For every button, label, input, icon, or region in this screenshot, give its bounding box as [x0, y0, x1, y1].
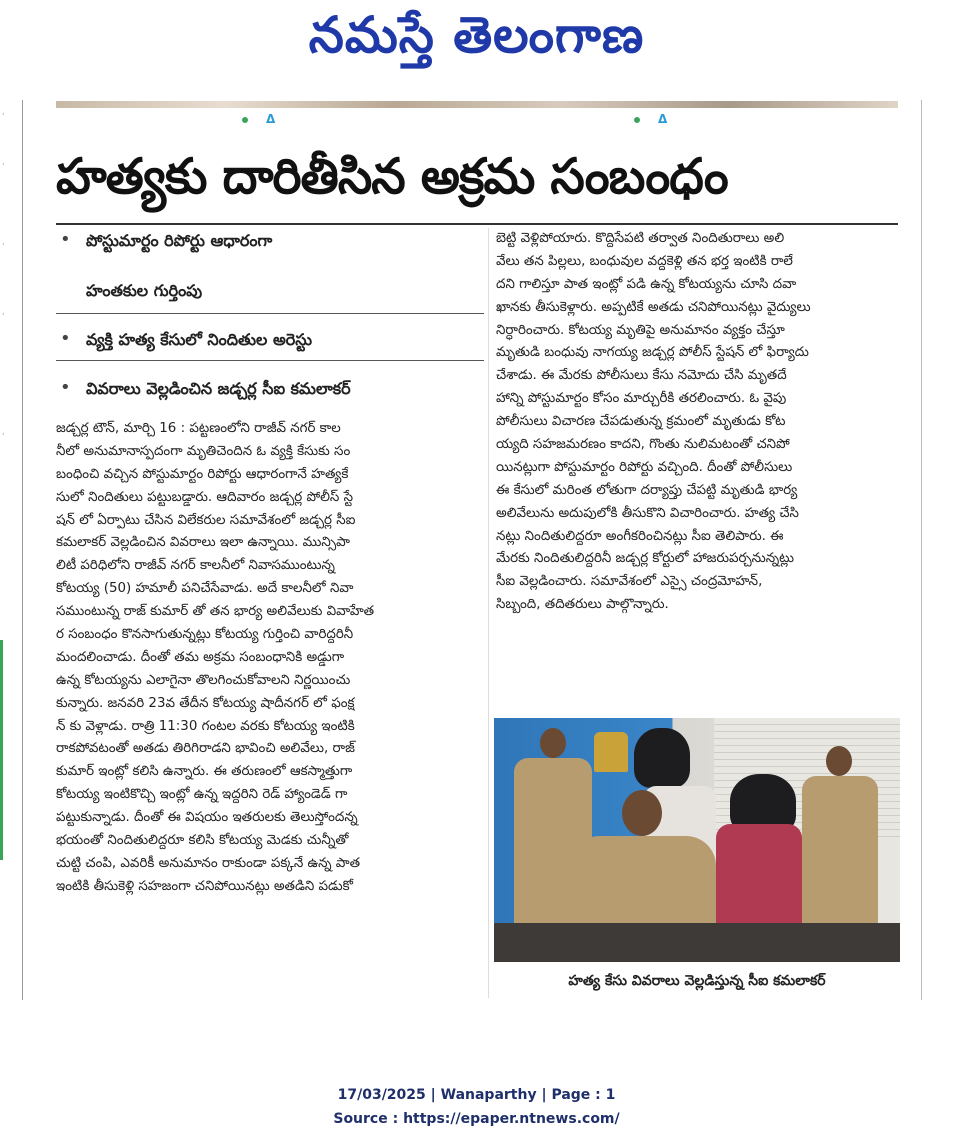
right-margin-rule	[921, 100, 922, 1000]
body-line: మృతుడి బంధువు నాగయ్య జడ్చర్ల పోలీస్ స్టేషన్ లో ఫిర్యాదు	[496, 345, 809, 361]
person-head	[826, 746, 852, 776]
body-line: యినట్లుగా పోస్టుమార్టం రిపోర్టు వచ్చింది. దీంతో పోలీసులు	[496, 459, 793, 475]
body-line: జడ్చర్ల టౌన్, మార్చి 16 : పట్టణంలోని రాజీవ్ నగర్ కాల	[56, 421, 341, 436]
body-line: సిబ్బంది, తదితరులు పాల్గొన్నారు.	[496, 597, 669, 613]
bullet-marker: •	[60, 229, 71, 250]
body-line: బంధించి వచ్చిన పోస్టుమార్టం రిపోర్టు ఆధారంగానే హత్యకే	[56, 466, 349, 482]
bullet-rule	[56, 360, 484, 361]
bullet-point-2: వ్యక్తి హత్య కేసులో నిందితుల అరెస్టు	[86, 330, 312, 349]
footer-date-edition: 17/03/2025 | Wanaparthy | Page : 1	[337, 1087, 616, 1103]
police-emblem-icon	[594, 732, 628, 772]
decor-mark-right: ᐃ	[658, 112, 668, 126]
standing-officer-right	[802, 776, 878, 923]
column-divider	[488, 228, 489, 998]
body-line: భయంతో నిందితులిద్దరూ కలిసి కోటయ్య మెడకు చున్నీతో	[56, 833, 349, 849]
body-line: మందలించాడు. దీంతో తమ అక్రమ సంబంధానికి అడ్డుగా	[56, 649, 345, 665]
bullet-rule	[56, 313, 484, 314]
body-line: సముంటున్న రాజ్ కుమార్ తో తన భార్య అలివేలుకు వివాహేత	[56, 604, 375, 620]
adjacent-page-green-bar	[0, 640, 3, 860]
body-line: ర సంబంధం కొనసాగుతున్నట్లు కోటయ్య గుర్తించి వారిద్దరినీ	[56, 627, 354, 643]
body-line: అలివేలును అదుపులోకి తీసుకొని విచారించారు. హత్య చేసి	[496, 505, 799, 521]
body-line: కుమార్ ఇంట్లో కలిసి ఉన్నారు. ఈ తరుణంలో ఆకస్మాత్తుగా	[56, 764, 353, 780]
body-line: బెట్టి వెళ్లిపోయారు. కొద్దిసేపటి తర్వాత నిందితురాలు అలి	[496, 231, 785, 246]
body-line: చేశాడు. ఈ మేరకు పోలీసులు కేసు నమోదు చేసి మృతదే	[496, 368, 787, 384]
decor-dot-right	[634, 117, 640, 123]
body-line: ఉన్న కోటయ్యను ఎలాగైనా తొలగించుకోవాలని నిర్ణయించు	[56, 672, 351, 688]
bullet-point-3: వివరాలు వెల్లడించిన జడ్చర్ల సీఐ కమలాకర్	[86, 379, 351, 398]
body-line: లిటీ పరిధిలోని రాజీవ్ నగర్ కాలనీలో నివాసముంటున్న	[56, 558, 335, 574]
body-line: కున్నారు. జనవరి 23వ తేదీన కోటయ్య షాదీనగర్ లో ఫంక్ష	[56, 695, 355, 711]
masthead-title: నమస్తే తెలంగాణ	[308, 6, 645, 64]
body-line: ఈ కేసులో మరింత లోతుగా దర్యాప్తు చేపట్టి మృతుడి భార్య	[496, 482, 798, 498]
decor-mark-left: ᐃ	[266, 112, 276, 126]
body-line: రాకపోవటంతో అతడు తిరిగిరాడని భావించి అలివేలు, రాజ్	[56, 741, 355, 757]
body-line: నీలో అనుమానాస్పదంగా మృతిచెందిన ఓ వ్యక్తి కేసుకు సం	[56, 443, 351, 459]
body-line: సులో నిందితులు పట్టుబడ్డారు. ఆదివారం జడ్చర్ల పోలీస్ స్టే	[56, 489, 353, 505]
body-line: య్యది సహజమరణం కాదని, గొంతు నులిమటంతో చనిపో	[496, 437, 790, 453]
body-line: నిర్ధారించారు. కోటయ్య మృతిపై అనుమానం వ్యక్తం చేస్తూ	[496, 322, 785, 338]
article-body-right-column	[496, 228, 906, 617]
article-photo	[494, 718, 900, 962]
body-line: దని గాలిస్తూ పాత ఇంట్లో పడి ఉన్న కోటయ్యను చూసి దవా	[496, 276, 797, 292]
article-headline: హత్యకు దారితీసిన అక్రమ సంబంధం	[56, 148, 728, 205]
bullet-marker: •	[60, 377, 71, 398]
body-line: పోలీసులు విచారణ చేపడుతున్న క్రమంలో మృతుడు కోట	[496, 414, 786, 430]
accused-2-body	[716, 824, 802, 923]
body-line: ఇంటికి తీసుకెళ్లి సహజంగా చనిపోయినట్లు అతడిని పడుకో	[56, 878, 353, 894]
bullet-point-1: పోస్టుమార్టం రిపోర్టు ఆధారంగా	[86, 231, 273, 250]
body-line: న్ కు వెళ్లాడు. రాత్రి 11:30 గంటల వరకు కోటయ్య ఇంటికి	[56, 718, 355, 734]
body-line: వేలు తన పిల్లలు, బంధువుల వద్దకెళ్లి తన భర్త ఇంటికి రాలే	[496, 253, 793, 269]
bullet-marker: •	[60, 328, 71, 349]
decor-dot-left	[242, 117, 248, 123]
article-body-left-column	[56, 418, 476, 899]
header-photo-strip	[56, 101, 898, 108]
seated-officer-ci	[570, 836, 716, 936]
adjacent-page-edge: · · · · ·	[2, 110, 5, 439]
body-line: సీఐ వెల్లడించారు. సమావేశంలో ఎస్సై చంద్రమోహన్,	[496, 574, 763, 590]
bullet-point-1-cont: హంతకుల గుర్తింపు	[86, 281, 203, 300]
photo-caption: హత్య కేసు వివరాలు వెల్లడిస్తున్న సీఐ కమలాకర్	[568, 973, 826, 989]
body-line: షన్ లో ఏర్పాటు చేసిన విలేకరుల సమావేశంలో జడ్చర్ల సీఐ	[56, 512, 356, 528]
person-head	[540, 728, 566, 758]
body-line: నట్లు నిందితులిద్దరూ అంగీకరించినట్లు సీఐ తెలిపారు. ఈ	[496, 528, 784, 544]
hooded-accused-1	[634, 728, 690, 788]
photo-table	[494, 923, 900, 962]
newspaper-masthead	[0, 0, 953, 70]
body-line: కోటయ్య ఇంటికొచ్చి ఇంట్లో ఉన్న ఇద్దరిని రెడ్ హ్యాండెడ్ గా	[56, 787, 348, 803]
body-line: పట్టుకున్నాడు. దీంతో ఈ విషయం ఇతరులకు తెలుస్తోందన్న	[56, 810, 358, 826]
left-column-rule	[22, 100, 23, 1000]
footer-source: Source : https://epaper.ntnews.com/	[333, 1111, 620, 1127]
body-line: కోటయ్య (50) హమాలీ పనిచేసేవాడు. అదే కాలనీలో నివా	[56, 581, 354, 597]
body-line: కమలాకర్ వెల్లడించిన వివరాలు ఇలా ఉన్నాయి. మున్సిపా	[56, 535, 350, 551]
headline-rule	[56, 223, 898, 225]
page-footer	[0, 1083, 953, 1131]
body-line: చుట్టి చంపి, ఎవరికీ అనుమానం రాకుండా పక్కనే ఉన్న పాత	[56, 855, 361, 871]
body-line: హాన్ని పోస్టుమార్టం కోసం మార్చురీకి తరలించారు. ఓ వైపు	[496, 391, 787, 407]
body-line: మేరకు నిందితులిద్దరినీ జడ్చర్ల కోర్టులో హాజరుపర్చనున్నట్లు	[496, 551, 795, 567]
body-line: ఖానకు తీసుకెళ్లారు. అప్పటికే అతడు చనిపోయినట్లు వైద్యులు	[496, 299, 811, 315]
person-head	[622, 790, 662, 836]
